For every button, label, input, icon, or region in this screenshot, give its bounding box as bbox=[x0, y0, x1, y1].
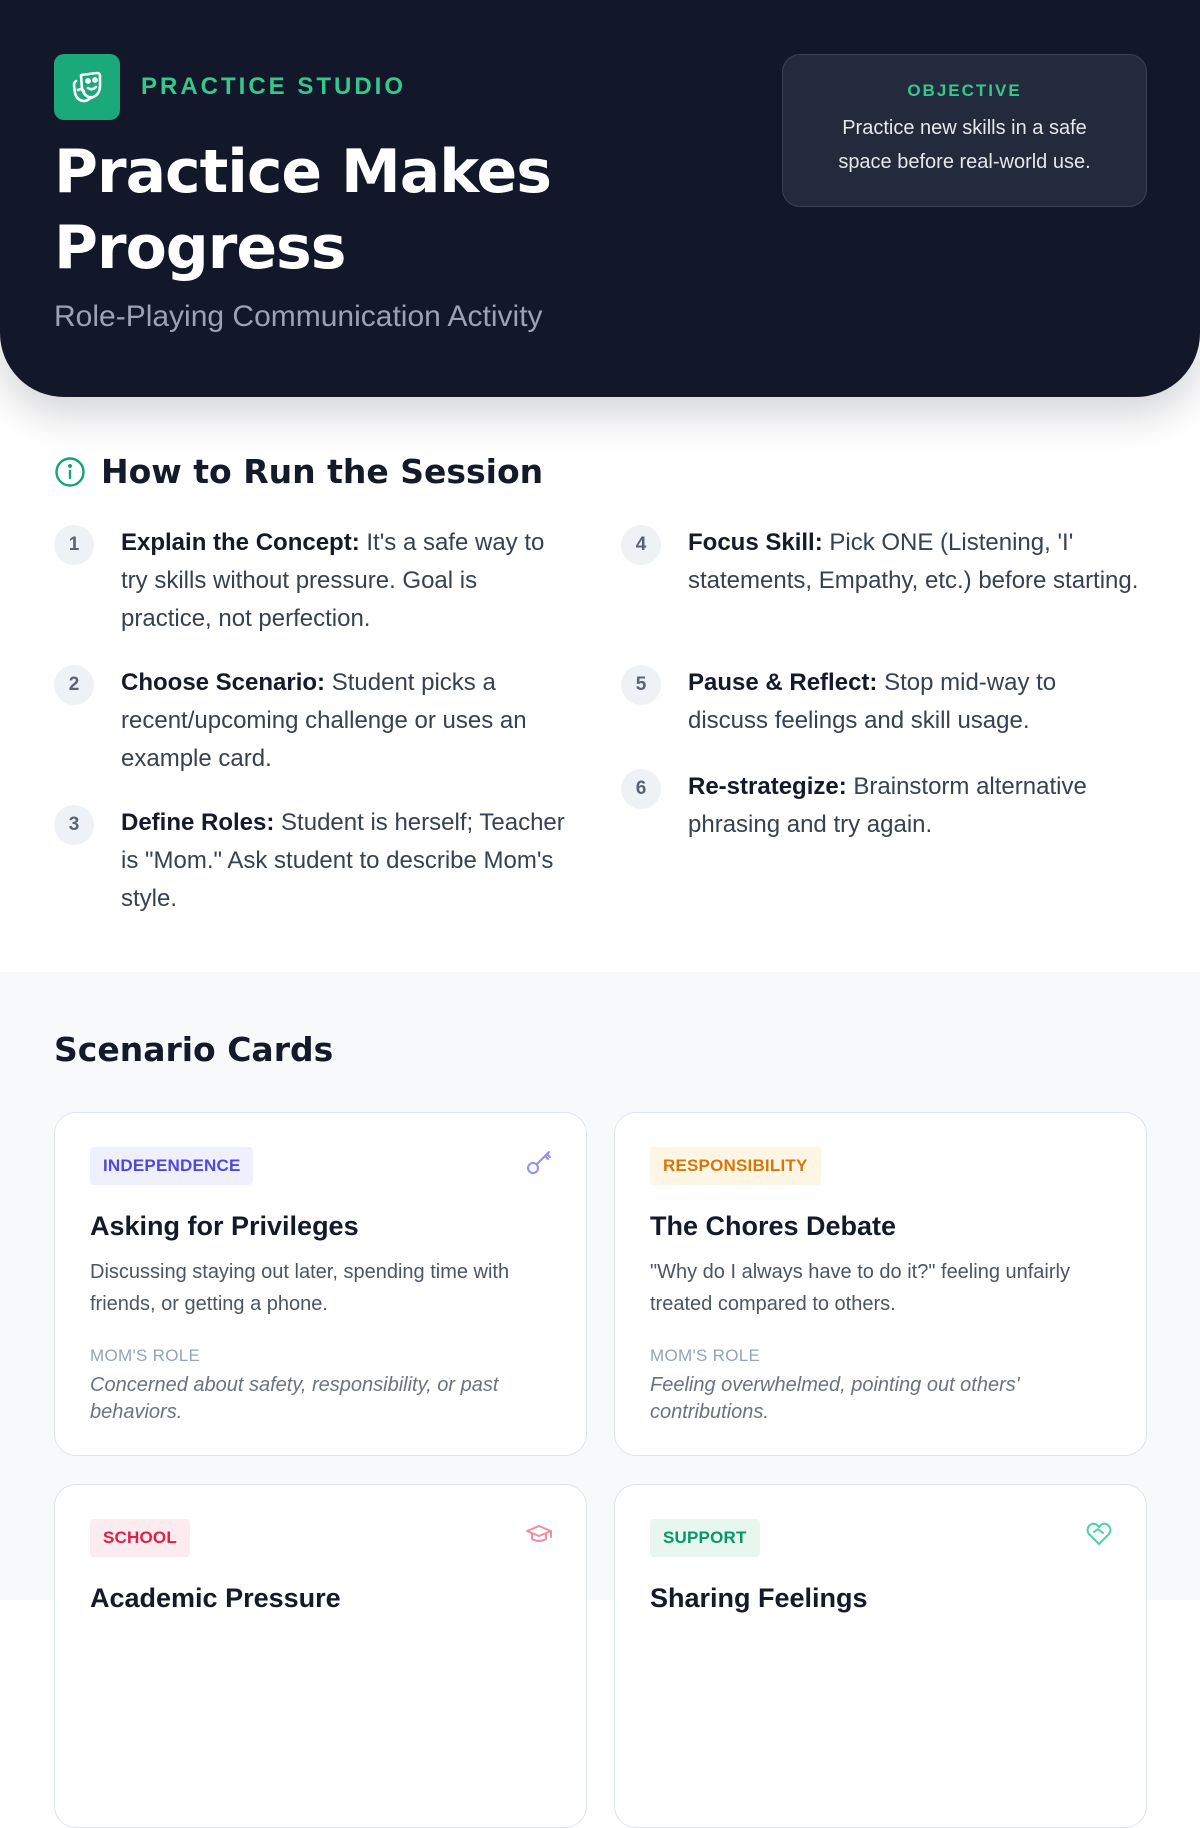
role-label: MOM'S ROLE bbox=[90, 1346, 201, 1365]
scenario-card-independence[interactable] bbox=[54, 1112, 587, 1456]
heart-handshake-icon bbox=[1084, 1519, 1114, 1549]
scenarios-title: Scenario Cards bbox=[54, 1030, 334, 1069]
role-label: MOM'S ROLE bbox=[650, 1346, 761, 1365]
objective-label: OBJECTIVE bbox=[907, 81, 1022, 100]
scenario-tag: RESPONSIBILITY bbox=[650, 1147, 821, 1185]
scenario-card-support[interactable] bbox=[614, 1484, 1147, 1828]
scenarios-section bbox=[0, 972, 1200, 1613]
step-text bbox=[121, 524, 574, 638]
step-item bbox=[54, 664, 574, 778]
brand bbox=[54, 54, 406, 120]
brand-name: PRACTICE STUDIO bbox=[141, 73, 407, 100]
step-text bbox=[121, 664, 574, 778]
step-number: 3 bbox=[54, 805, 94, 845]
step-heading: Define Roles: bbox=[121, 809, 275, 836]
graduation-cap-icon bbox=[524, 1519, 554, 1549]
step-number: 2 bbox=[54, 665, 94, 705]
step-item bbox=[54, 524, 574, 638]
step-body: Student picks a recent/upcoming challenge or uses an example card. bbox=[121, 669, 527, 772]
broom-icon bbox=[1084, 1147, 1114, 1177]
theater-masks-icon bbox=[54, 54, 120, 120]
scenario-card-school[interactable] bbox=[54, 1484, 587, 1828]
scenario-title: Asking for Privileges bbox=[90, 1211, 359, 1241]
role-text: Feeling overwhelmed, pointing out others' contributions. bbox=[650, 1374, 1020, 1423]
scenario-title: Sharing Feelings bbox=[650, 1583, 868, 1613]
howto-header bbox=[54, 452, 1146, 491]
step-item bbox=[621, 768, 1141, 844]
scenario-tag: SCHOOL bbox=[90, 1519, 190, 1557]
scenario-description: "Why do I always have to do it?" feeling unfairly treated compared to others. bbox=[650, 1261, 1070, 1315]
step-number: 1 bbox=[54, 525, 94, 565]
scenario-tag: INDEPENDENCE bbox=[90, 1147, 253, 1185]
step-number: 4 bbox=[621, 525, 661, 565]
key-icon bbox=[524, 1147, 554, 1177]
step-item bbox=[54, 804, 574, 918]
step-heading: Pause & Reflect: bbox=[688, 669, 878, 696]
step-number: 6 bbox=[621, 769, 661, 809]
scenario-description: Discussing staying out later, spending time with friends, or getting a phone. bbox=[90, 1261, 510, 1315]
step-heading: Re-strategize: bbox=[688, 773, 847, 800]
step-body: Pick ONE (Listening, 'I' statements, Empathy, etc.) before starting. bbox=[688, 529, 1139, 594]
step-number: 5 bbox=[621, 665, 661, 705]
step-heading: Focus Skill: bbox=[688, 529, 823, 556]
scenario-title: The Chores Debate bbox=[650, 1211, 897, 1241]
objective-card bbox=[782, 54, 1147, 207]
header bbox=[0, 0, 1200, 397]
step-text bbox=[688, 664, 1141, 740]
step-item bbox=[621, 664, 1141, 740]
step-body: Student is herself; Teacher is "Mom." Ask student to describe Mom's style. bbox=[121, 809, 565, 912]
step-heading: Explain the Concept: bbox=[121, 529, 360, 556]
info-icon bbox=[54, 456, 86, 488]
page-subtitle: Role-Playing Communication Activity bbox=[54, 300, 543, 333]
step-body: Stop mid-way to discuss feelings and skill usage. bbox=[688, 669, 1057, 734]
step-text bbox=[688, 524, 1141, 600]
step-item bbox=[621, 524, 1141, 600]
howto-title: How to Run the Session bbox=[101, 452, 544, 491]
role-text: Concerned about safety, responsibility, or past behaviors. bbox=[90, 1374, 499, 1423]
step-text bbox=[688, 768, 1141, 844]
step-text bbox=[121, 804, 574, 918]
page-title: Practice Makes Progress bbox=[54, 137, 551, 283]
step-body: It's a safe way to try skills without pressure. Goal is practice, not perfection. bbox=[121, 529, 545, 632]
step-body: Brainstorm alternative phrasing and try again. bbox=[688, 773, 1087, 838]
scenario-title: Academic Pressure bbox=[90, 1583, 341, 1613]
step-heading: Choose Scenario: bbox=[121, 669, 326, 696]
scenario-tag: SUPPORT bbox=[650, 1519, 760, 1557]
howto-section bbox=[54, 452, 1146, 912]
scenario-card-responsibility[interactable] bbox=[614, 1112, 1147, 1456]
objective-text: Practice new skills in a safe space before real-world use. bbox=[838, 117, 1091, 173]
